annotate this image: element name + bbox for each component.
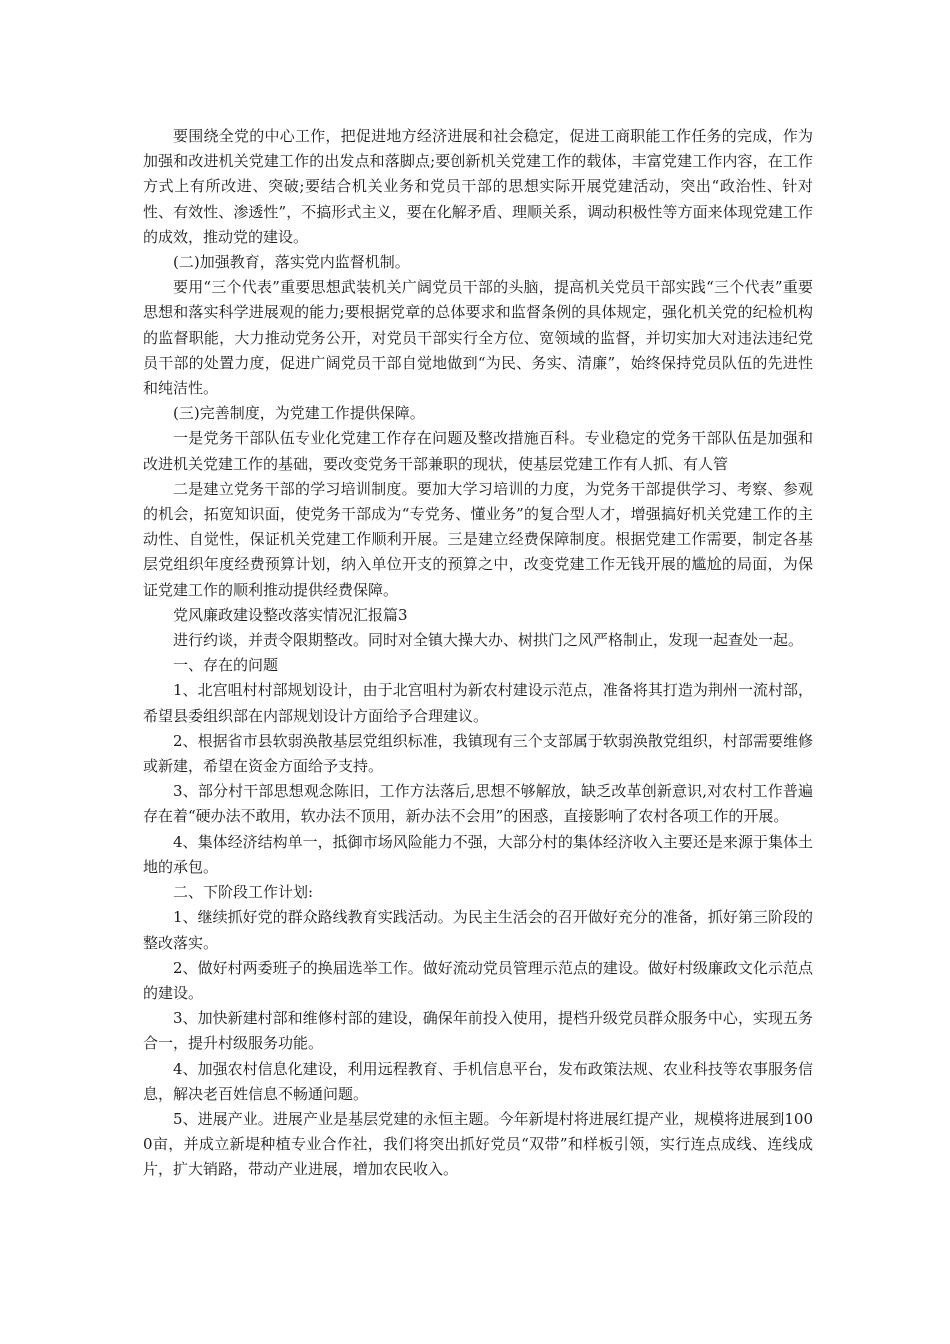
plan-item-1: 1、继续抓好党的群众路线教育实践活动。为民主生活会的召开做好充分的准备，抓好第三阶段的整改落实。 <box>143 908 813 952</box>
problem-item-2: 2、根据省市县软弱涣散基层党组织标准，我镇现有三个支部属于软弱涣散党组织，村部需要维修或新建，希望在资金方面给予支持。 <box>143 731 813 776</box>
plan-item-3: 3、加快新建村部和维修村部的建设，确保年前投入使用，提档升级党员群众服务中心，实现五务合一，提升村级服务功能。 <box>143 1009 813 1053</box>
problem-item-4: 4、集体经济结构单一，抵御市场风险能力不强，大部分村的集体经济收入主要还是来源于集体土地的承包。 <box>143 832 813 876</box>
document-body <box>143 124 813 1183</box>
paragraph-interview-rectification: 进行约谈，并责令限期整改。同时对全镇大操大办、树拱门之风严格制止，发现一起查处一起。 <box>173 631 804 650</box>
problem-item-1: 1、北宫咀村村部规划设计，由于北宫咀村为新农村建设示范点，准备将其打造为荆州一流村部，希望县委组织部在内部规划设计方面给予合理建议。 <box>143 681 813 725</box>
problem-item-3: 3、部分村干部思想观念陈旧，工作方法落后,思想不够解放，缺乏改革创新意识,对农村工作普遍存在着“硬办法不敢用，软办法不顶用，新办法不会用”的困惑，直接影响了农村各项工作的开展。 <box>143 782 813 826</box>
plan-item-4: 4、加强农村信息化建设，利用远程教育、手机信息平台，发布政策法规、农业科技等农事服务信息，解决老百姓信息不畅通问题。 <box>143 1059 813 1103</box>
paragraph-team-specialization: 一是党务干部队伍专业化党建工作存在问题及整改措施百科。专业稳定的党务干部队伍是加强和改进机关党建工作的基础，要改变党务干部兼职的现状，使基层党建工作有人抓、有人管 <box>143 429 813 473</box>
paragraph-training-funding: 二是建立党务干部的学习培训制度。要加大学习培训的力度，为党务干部提供学习、考察、参观的机会，拓宽知识面，使党务干部成为“专党务、懂业务”的复合型人才，增强搞好机关党建工作的主动性、自觉性，保证机关党建工作顺利开展。三是建立经费保障制度。根据党建工作需要，制定各基层党组织年度经费预算计划，纳入单位开支的预算之中，改变党建工作无钱开展的尴尬的局面，为保证党建工作的顺利推动提供经费保障。 <box>143 479 813 599</box>
plan-item-2: 2、做好村两委班子的换届选举工作。做好流动党员管理示范点的建设。做好村级廉政文化示范点的建设。 <box>143 958 813 1002</box>
section-heading-system: (三)完善制度，为党建工作提供保障。 <box>173 404 425 423</box>
report-title-part-3: 党风廉政建设整改落实情况汇报篇3 <box>173 605 408 624</box>
section-heading-plan: 二、下阶段工作计划: <box>173 883 314 902</box>
paragraph-party-center-work: 要围绕全党的中心工作，把促进地方经济进展和社会稳定，促进工商职能工作任务的完成，作为加强和改进机关党建工作的出发点和落脚点;要创新机关党建工作的载体，丰富党建工作内容，在工作方式上有所改进、突破;要结合机关业务和党员干部的思想实际开展党建活动，突出“政治性、针对性、有效性、渗透性”，不搞形式主义，要在化解矛盾、理顺关系，调动积极性等方面来体现党建工作的成效，推动党的建设。 <box>143 127 813 246</box>
section-heading-education: (二)加强教育，落实党内监督机制。 <box>173 253 410 272</box>
paragraph-three-represents: 要用“三个代表”重要思想武装机关广阔党员干部的头脑，提高机关党员干部实践“三个代表”重要思想和落实科学进展观的能力;要根据党章的总体要求和监督条例的具体规定，强化机关党的纪检机构的监督职能，大力推动党务公开，对党员干部实行全方位、宽领域的监督，并切实加大对违法违纪党员干部的处置力度，促进广阔党员干部自觉地做到“为民、务实、清廉”，始终保持党员队伍的先进性和纯洁性。 <box>143 278 813 398</box>
plan-item-5: 5、进展产业。进展产业是基层党建的永恒主题。今年新堤村将进展红提产业，规模将进展到1000亩，并成立新堤种植专业合作社，我们将突出抓好党员“双带”和样板引领，实行连点成线、连线成片，扩大销路，带动产业进展，增加农民收入。 <box>143 1109 813 1179</box>
section-heading-problems: 一、存在的问题 <box>173 656 279 675</box>
